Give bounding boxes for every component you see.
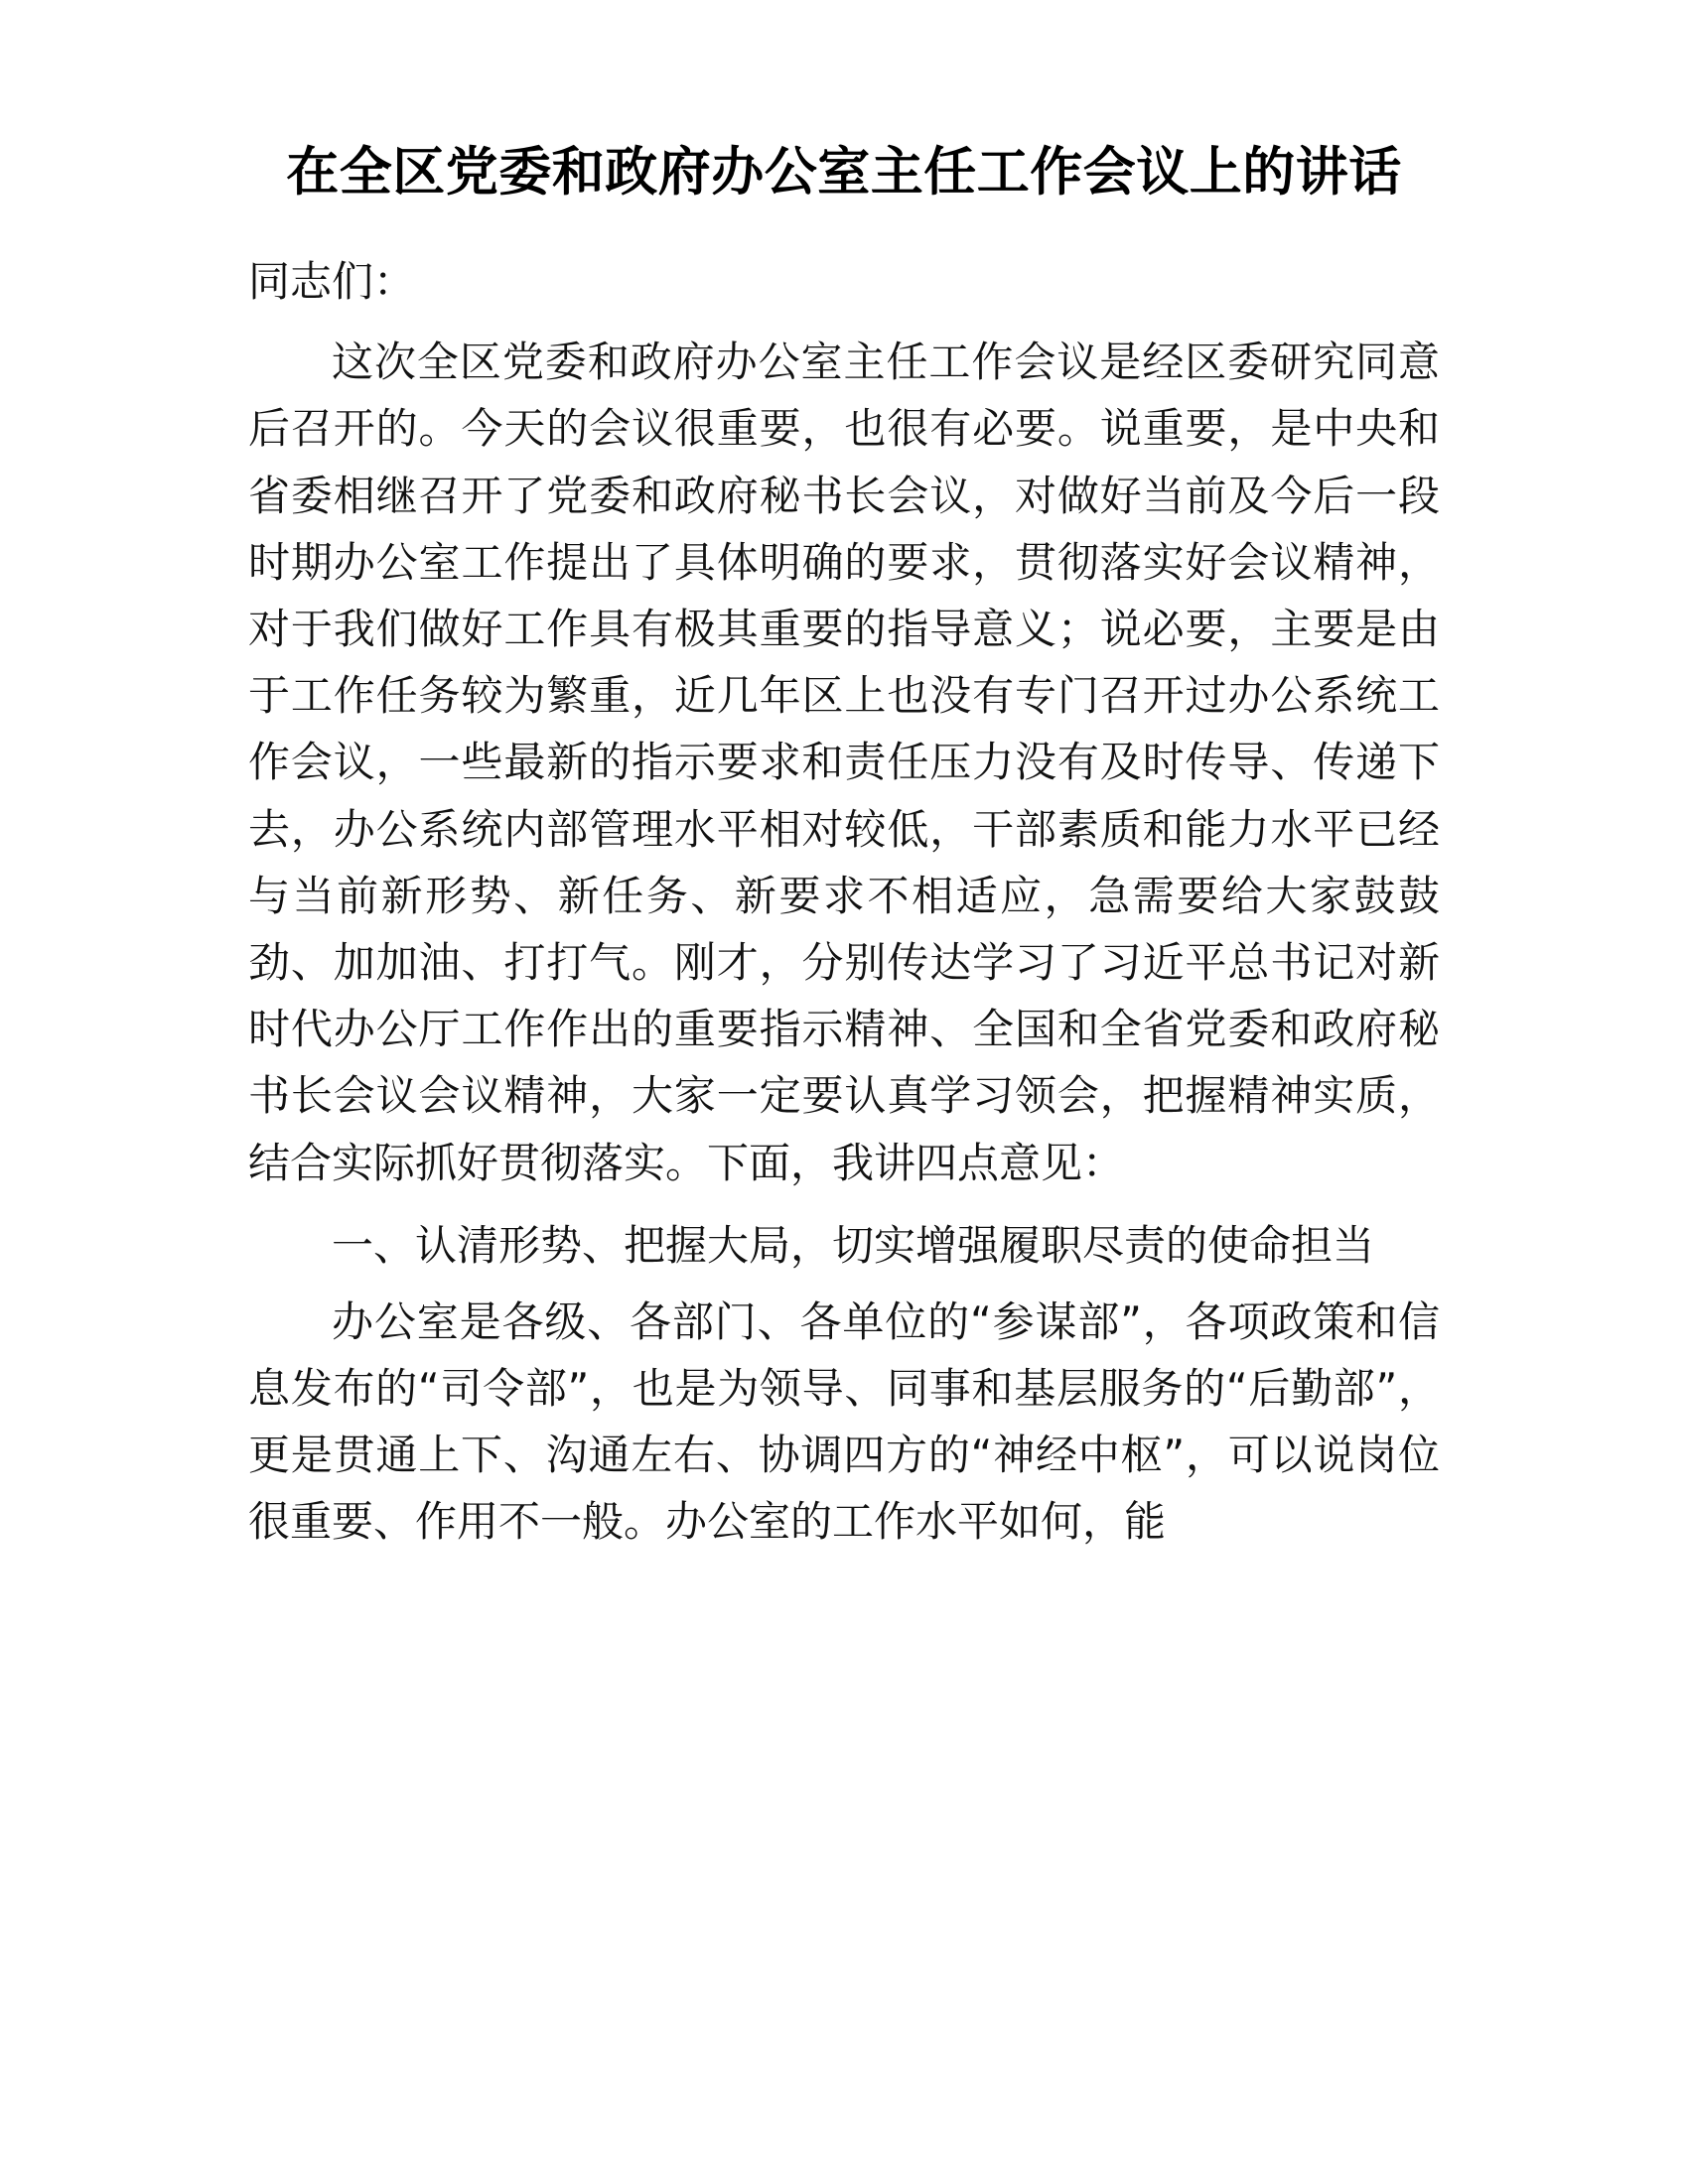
paragraph-intro: 这次全区党委和政府办公室主任工作会议是经区委研究同意后召开的。今天的会议很重要，也很有必要。说重要，是中央和省委相继召开了党委和政府秘书长会议，对做好当前及今后一段时期办公室工作提出了具体明确的要求，贯彻落实好会议精神，对于我们做好工作具有极其重要的指导意义；说必要，主要是由于工作任务较为繁重，近几年区上也没有专门召开过办公系统工作会议，一些最新的指示要求和责任压力没有及时传导、传递下去，办公系统内部管理水平相对较低，干部素质和能力水平已经与当前新形势、新任务、新要求不相适应，急需要给大家鼓鼓劲、加加油、打打气。刚才，分别传达学习了习近平总书记对新时代办公厅工作作出的重要指示精神、全国和全省党委和政府秘书长会议会议精神，大家一定要认真学习领会，把握精神实质，结合实际抓好贯彻落实。下面，我讲四点意见： <box>248 338 1440 1187</box>
page-title: 在全区党委和政府办公室主任工作会议上的讲话 <box>286 142 1402 203</box>
page-text-column <box>248 0 1440 1556</box>
salutation: 同志们： <box>248 256 416 306</box>
section-heading-one: 一、认清形势、把握大局，切实增强履职尽责的使命担当 <box>332 1220 1375 1270</box>
paragraph-section-one-body: 办公室是各级、各部门、各单位的“参谋部”，各项政策和信息发布的“司令部”，也是为领导、同事和基层服务的“后勤部”，更是贯通上下、沟通左右、协调四方的“神经中枢”，可以说岗位很重要、作用不一般。办公室的工作水平如何，能 <box>248 1297 1440 1547</box>
